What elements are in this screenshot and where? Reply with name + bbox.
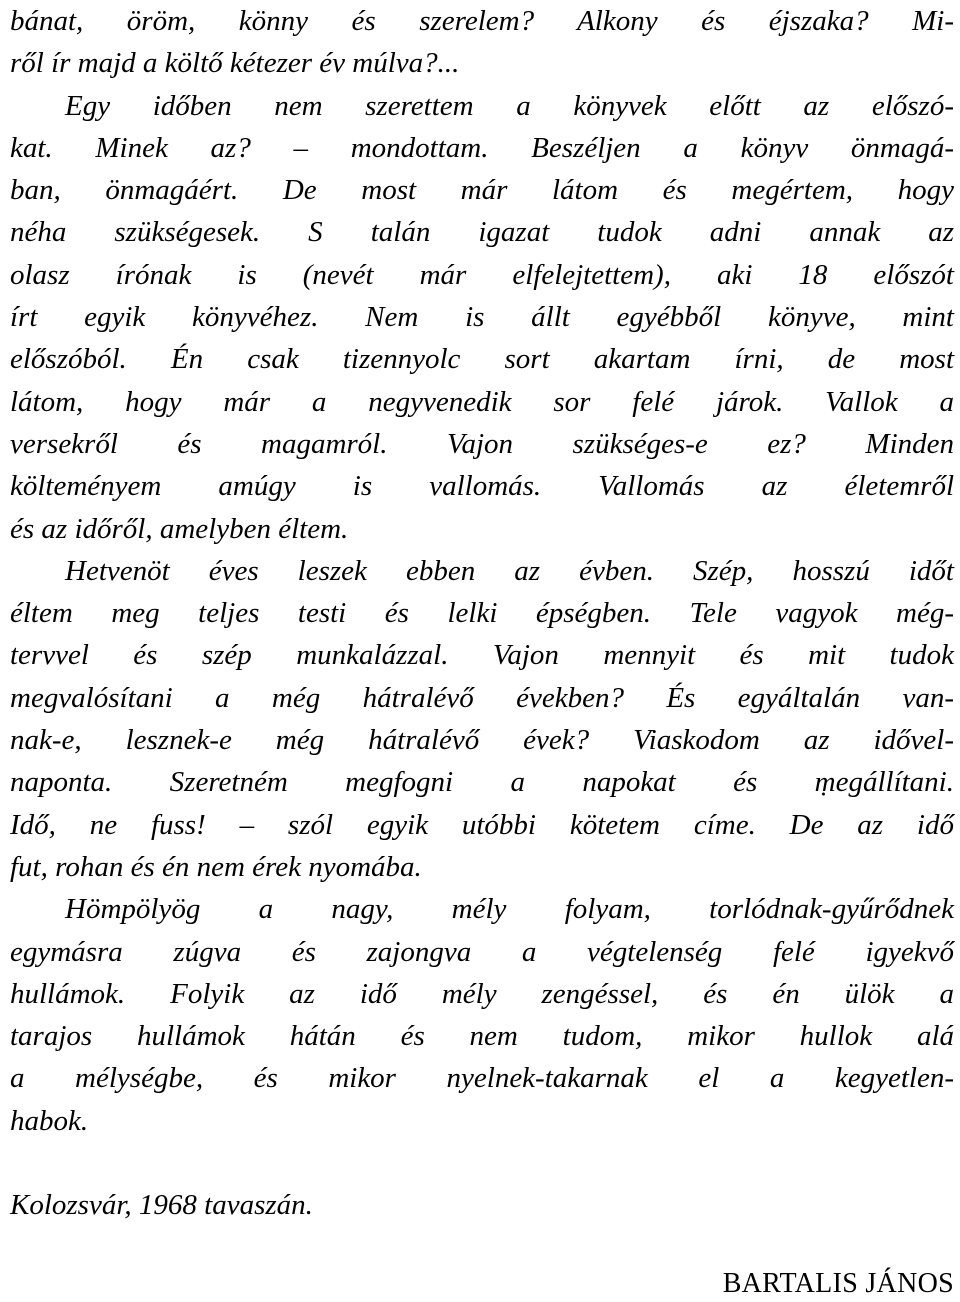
document-page: [10, 0, 954, 1226]
text-line: írt egyik könyvéhez. Nem is állt egyébből könyve, mint: [10, 301, 954, 334]
paragraph: [10, 888, 954, 1142]
body-text: [10, 0, 954, 1142]
spacer: [10, 1142, 954, 1184]
text-line: hullámok. Folyik az idő mély zengéssel, és én ülök a: [10, 977, 954, 1010]
text-line: előszóból. Én csak tizennyolc sort akartam írni, de most: [10, 343, 954, 376]
text-line: néha szükségesek. S talán igazat tudok adni annak az: [10, 216, 954, 249]
text-line: látom, hogy már a negyvenedik sor felé járok. Vallok a: [10, 385, 954, 418]
paragraph: [10, 550, 954, 888]
place-date: Kolozsvár, 1968 tavaszán.: [10, 1189, 313, 1222]
text-line: Hömpölyög a nagy, mély folyam, torlódnak-gyűrődnek: [65, 893, 954, 926]
text-line: versekről és magamról. Vajon szükséges-e ez? Minden: [10, 427, 954, 460]
text-line: költeményem amúgy is vallomás. Vallomás az életemről: [10, 470, 954, 503]
text-line: olasz írónak is (nevét már elfelejtettem), aki 18 előszót: [10, 258, 954, 291]
text-line: Egy időben nem szerettem a könyvek előtt az előszó-: [65, 89, 954, 122]
text-line: tarajos hullámok hátán és nem tudom, mikor hullok alá: [10, 1020, 954, 1053]
text-line: habok.: [10, 1104, 89, 1137]
text-line: nak-e, lesznek-e még hátralévő évek? Viaskodom az idővel-: [10, 724, 954, 757]
paragraph: [10, 0, 954, 85]
text-line: megvalósítani a még hátralévő években? És egyáltalán van-: [10, 681, 954, 714]
text-line: és az időről, amelyben éltem.: [10, 512, 349, 545]
text-line: ről ír majd a költő kétezer év múlva?...: [10, 47, 460, 80]
text-line: éltem meg teljes testi és lelki épségben. Tele vagyok még-: [10, 597, 954, 630]
text-line: fut, rohan és én nem érek nyomába.: [10, 850, 422, 883]
text-line: bánat, öröm, könny és szerelem? Alkony és éjszaka? Mi-: [10, 5, 954, 37]
text-line: egymásra zúgva és zajongva a végtelenség felé igyekvő: [10, 935, 954, 968]
text-line: a mélységbe, és mikor nyelnek-takarnak el a kegyetlen-: [10, 1062, 954, 1095]
paragraph: [10, 85, 954, 550]
text-line: Hetvenöt éves leszek ebben az évben. Szép, hosszú időt: [65, 554, 954, 587]
text-line: ban, önmagáért. De most már látom és megértem, hogy: [10, 174, 954, 207]
author-signature: BARTALIS JÁNOS: [722, 1268, 954, 1299]
text-line: Idő, ne fuss! – szól egyik utóbbi kötetem címe. De az idő: [10, 808, 954, 841]
text-line: tervvel és szép munkalázzal. Vajon mennyit és mit tudok: [10, 639, 954, 672]
text-line: kat. Minek az? – mondottam. Beszéljen a könyv önmagá-: [10, 131, 954, 164]
text-line: naponta. Szeretném megfogni a napokat és ṃegállítani.: [10, 766, 954, 799]
